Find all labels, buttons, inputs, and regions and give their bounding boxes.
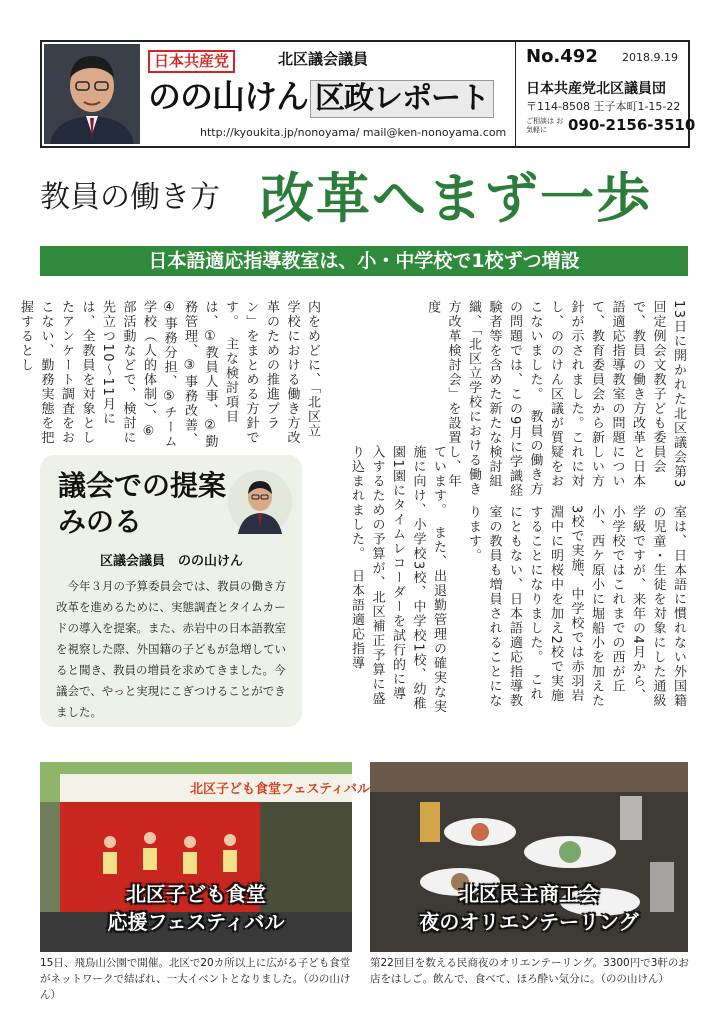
orienteering-caption-line2: 夜のオリエンテーリング <box>419 910 639 934</box>
article-column-right: 室は、日本語に慣れない外国籍の児童・生徒を対象にした通級学級ですが、来年の4月から、小学校ではこれまでの西が丘小、西ケ原小に堀船小を加えた3校で実施、中学校では赤羽岩淵中に明桜中を加え2校で実施することになりました。 これにともない、日本語適応指導教室の教員も増員されることになります。 <box>466 505 686 708</box>
festival-caption <box>40 880 352 936</box>
subheadline-bar: 日本語適応指導教室は、小・中学校で1校ずつ増設 <box>40 246 688 276</box>
issue-date: 2018.9.19 <box>622 51 678 64</box>
festival-description: 15日、飛鳥山公園で開催。北区で20カ所以上に広がる子ども食堂がネットワークで結ばれ、一大イベントとなりました。（のの山けん） <box>40 957 351 1001</box>
article-column-left: 内をめどに、「北区立学校における働き方改革のための推進プラン」をまとめる方針です。 主な検討項目は、①教員人事、②勤務管理、③事務改善、④事務分担、⑤チーム学校（人的体制）、⑥部活動などで、検討に先立つ10〜11月には、全教員を対象としたアンケート調査をおこない、勤務実態を把握するとし <box>18 300 320 449</box>
portrait-photo <box>44 44 140 144</box>
contact-urls: http://kyoukita.jp/nonoyama/ mail@ken-nonoyama.com <box>200 126 507 139</box>
role-label: 北区議会議員 <box>278 50 369 68</box>
councillor-name: のの山けん <box>148 77 308 116</box>
proposal-body: 今年３月の予算委員会では、教員の働き方改革を進めるために、実態調査とタイムカードの導入を提案。また、赤岩中の日本語教室を視察した際、外国籍の子どもが急増していると聞き、教員の増員を求めてきました。今議会で、やっと実現にこぎつけることができました。 <box>56 579 286 719</box>
headline-main: 改革へまず一歩 <box>260 167 652 230</box>
proposal-title: 議会での提案みのる <box>58 469 227 538</box>
article-column-mid: ています。 また、出退勤管理の確実な実施に向け、小学校3校、中学校1校、幼稚園1園にタイムレコーダーを試行的に導入するための予算が、北区補正予算に盛り込まれました。 日本語適応指導 <box>349 445 446 714</box>
contact-label: ご相談は お気軽に <box>526 117 564 134</box>
orienteering-description: 第22回目を数える民商夜のオリエンテーリング。3300円で3軒のお店をはしご。飲んで、食べて、ほろ酔い気分に。（のの山けん） <box>370 957 689 985</box>
proposal-byline: 区議会議員 のの山けん <box>100 554 244 569</box>
organization: 日本共産党北区議員団 <box>526 81 666 97</box>
festival-banner-text: 北区子ども食堂フェスティバル <box>190 782 371 797</box>
proposal-portrait <box>228 470 292 534</box>
orienteering-caption-line1: 北区民主商工会 <box>459 882 599 906</box>
phone-number: 090-2156-3510 <box>568 116 696 134</box>
headline-small: 教員の働き方 <box>40 180 220 215</box>
article-column-upper: 13日に開かれた北区議会第3回定例会文教子ども委員会で、教員の働き方改革と日本語適応指導教室の問題について、教育委員会から新しい方針が示されました。これに対し、ののけん区議が質疑をおこないました。 教員の働き方の問題では、この9月に学識経験者等を含めた新たな検討組織、「北区立学校における働き方改革検討会」を設置し、年度 <box>425 300 686 499</box>
orienteering-caption <box>370 880 688 936</box>
address: 〒114-8508 王子本町1-15-22 <box>526 100 681 113</box>
header-divider <box>515 42 516 146</box>
festival-caption-line2: 応援フェスティバル <box>107 910 285 934</box>
issue-number: No.492 <box>526 46 598 67</box>
festival-caption-line1: 北区子ども食堂 <box>126 882 266 906</box>
report-title: 区政レポート <box>310 80 494 118</box>
party-name: 日本共産党 <box>148 50 235 73</box>
